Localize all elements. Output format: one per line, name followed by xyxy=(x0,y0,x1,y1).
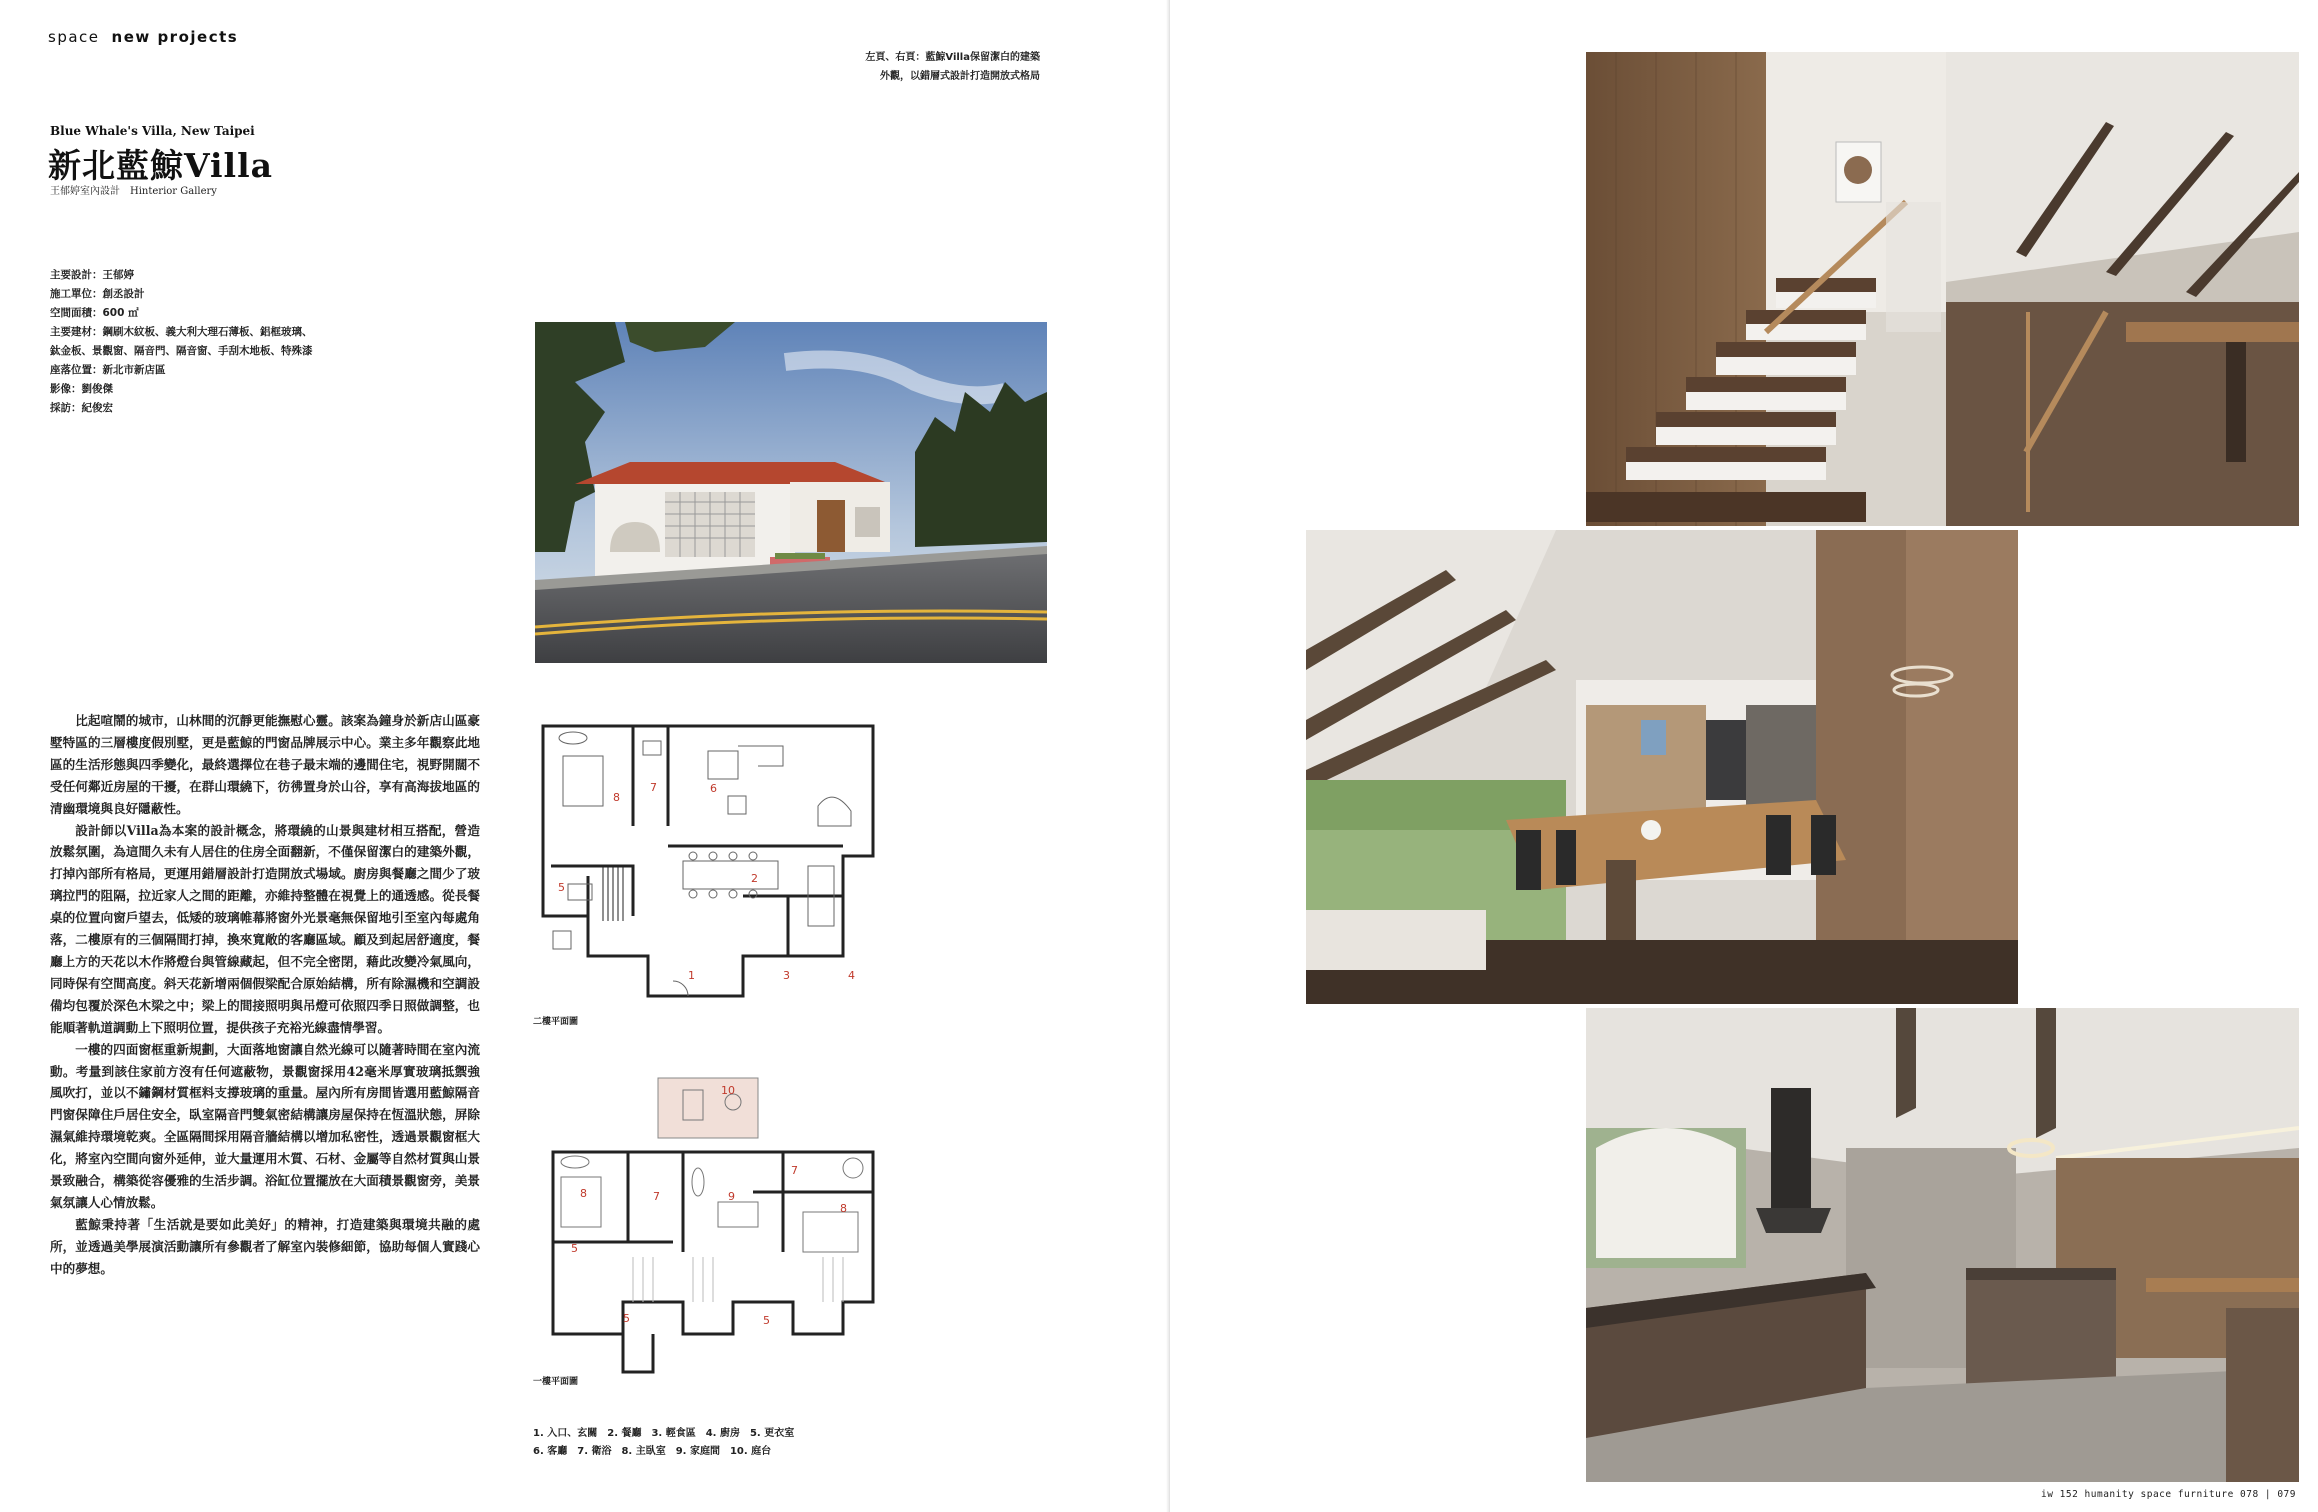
svg-text:5: 5 xyxy=(558,881,565,894)
paragraph: 比起喧鬧的城市，山林間的沉靜更能撫慰心靈。該案為鐘身於新店山區豪墅特區的三層樓度假別墅，更是藍鯨的門窗品牌展示中心。業主多年觀察此地區的生活形態與四季變化，最終選擇位在巷子最末端的邊間住宅，視野開闊不受任何鄰近房屋的干擾，在群山環繞下，彷彿置身於山谷，享有高海拔地區的清幽環境與良好隱蔽性。 xyxy=(50,713,480,816)
project-title-en: Blue Whale's Villa, New Taipei xyxy=(50,124,255,138)
first-floor-label: 一樓平面圖 xyxy=(533,1377,579,1387)
credit-line: 空間面積：600 ㎡ xyxy=(50,307,139,319)
stairs-photo xyxy=(1586,52,2299,526)
credit-line: 主要建材：鋼刷木紋板、義大利大理石薄板、鋁框玻璃、 xyxy=(50,326,313,338)
paragraph: 設計師以Villa為本案的設計概念，將環繞的山景與建材相互搭配，營造放鬆氛圍，為這間久未有人居住的住房全面翻新，不僅保留潔白的建築外觀，打掉內部所有格局，更運用錯層設計打造開放式場域。廚房與餐廳之間少了玻璃拉門的阻隔，拉近家人之間的距離，亦維持整體在視覺上的通透感。從長餐桌的位置向窗戶望去，低矮的玻璃帷幕將窗外光景毫無保留地引至室內每處角落，二樓原有的三個隔間打掉，換來寬敞的客廳區域。顧及到起居舒適度，餐廳上方的天花以木作將燈台與管線藏起，但不完全密閉，藉此改變冷氣風向，同時保有空間高度。斜天花新增兩個假梁配合原始結構，所有除濕機和空調設備均包覆於深色木梁之中；梁上的間接照明與吊燈可依照四季日照做調整，也能順著軌道調動上下照明位置，提供孩子充裕光線盡情學習。 xyxy=(50,822,480,1035)
svg-text:9: 9 xyxy=(728,1190,735,1203)
credit-line: 座落位置：新北市新店區 xyxy=(50,364,166,376)
svg-text:8: 8 xyxy=(580,1187,587,1200)
article-body xyxy=(50,710,480,1280)
right-page xyxy=(1170,0,2318,1512)
first-floor-plan xyxy=(533,1072,888,1390)
exterior-photo xyxy=(535,322,1047,663)
section-tag: space new projects xyxy=(48,28,239,46)
second-floor-label: 二樓平面圖 xyxy=(533,1017,579,1027)
second-floor-plan xyxy=(533,716,888,1026)
svg-text:8: 8 xyxy=(840,1202,847,1215)
photo-caption: 左頁、右頁：藍鯨Villa保留潔白的建築 外觀，以錯層式設計打造開放式格局 xyxy=(865,52,1040,82)
svg-text:7: 7 xyxy=(791,1164,798,1177)
svg-text:3: 3 xyxy=(783,969,790,982)
plan-legend: 1. 入口、玄關 2. 餐廳 3. 輕食區 4. 廚房 5. 更衣室 6. 客廳 7. 衛浴 8. 主臥室 9. 家庭間 10. 庭台 xyxy=(533,1428,795,1457)
svg-text:4: 4 xyxy=(848,969,855,982)
page-footer: iw 152 humanity space furniture 078 | 079 xyxy=(2041,1489,2296,1500)
svg-text:10: 10 xyxy=(721,1084,735,1097)
svg-text:5: 5 xyxy=(763,1314,770,1327)
project-title-zh: 新北藍鯨Villa xyxy=(48,146,274,185)
svg-text:6: 6 xyxy=(710,782,717,795)
svg-text:1: 1 xyxy=(688,969,695,982)
credit-line: 採訪：紀俊宏 xyxy=(50,402,113,414)
designer-name: 王郁婷室內設計 Hinterior Gallery xyxy=(50,186,217,197)
svg-text:8: 8 xyxy=(613,791,620,804)
svg-text:7: 7 xyxy=(653,1190,660,1203)
credit-line: 施工單位：創丞設計 xyxy=(50,288,145,300)
svg-text:7: 7 xyxy=(650,781,657,794)
paragraph: 一樓的四面窗框重新規劃，大面落地窗讓自然光線可以隨著時間在室內流動。考量到該住家前方沒有任何遮蔽物，景觀窗採用42毫米厚實玻璃抵禦強風吹打，並以不鏽鋼材質框料支撐玻璃的重量。屋內所有房間皆選用藍鯨隔音門窗保障住戶居住安全，臥室隔音門雙氣密結構讓房屋保持在恆溫狀態，屏除濕氣維持環境乾爽。全區隔間採用隔音牆結構以增加私密性，透過景觀窗框大化，將室內空間向窗外延伸，並大量運用木質、石材、金屬等自然材質與山景景致融合，構築從容優雅的生活步調。浴缸位置擺放在大面積景觀窗旁，美景氣氛讓人心情放鬆。 xyxy=(50,1041,480,1210)
svg-text:5: 5 xyxy=(571,1242,578,1255)
credits-list xyxy=(50,266,313,418)
kitchen-photo xyxy=(1586,1008,2299,1482)
svg-text:5: 5 xyxy=(623,1312,630,1325)
credit-line: 影像：劉俊傑 xyxy=(50,383,113,395)
credit-line: 主要設計：王郁婷 xyxy=(50,269,134,281)
credit-line: 鈦金板、景觀窗、隔音門、隔音窗、手刮木地板、特殊漆 xyxy=(50,345,313,357)
paragraph: 藍鯨秉持著「生活就是要如此美好」的精神，打造建築與環境共融的處所，並透過美學展演活動讓所有參觀者了解室內裝修細節，協助每個人實踐心中的夢想。 xyxy=(50,1216,480,1276)
svg-text:2: 2 xyxy=(751,872,758,885)
dining-photo xyxy=(1306,530,2018,1004)
